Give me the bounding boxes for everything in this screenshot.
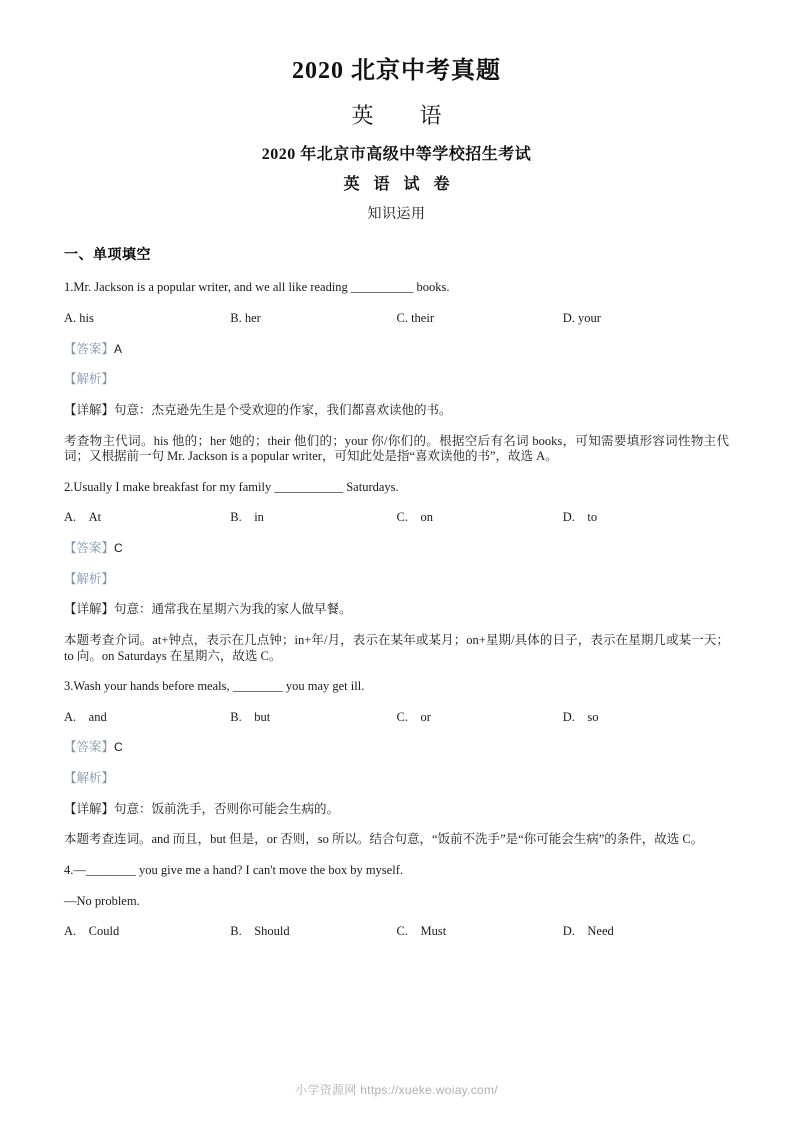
question-stem: 4.—________ you give me a hand? I can't move the box by myself.: [64, 862, 403, 877]
option-c[interactable]: C. Must: [396, 924, 447, 939]
option-d[interactable]: D. Need: [562, 924, 614, 939]
answer-tag: 【答案】: [64, 541, 115, 555]
question-block: [64, 480, 729, 664]
analysis-line: [64, 372, 729, 388]
question-stem-reply: —No problem.: [64, 893, 140, 908]
option-c[interactable]: C. or: [396, 709, 431, 724]
option-d[interactable]: D. so: [562, 709, 599, 724]
question-stem: 3.Wash your hands before meals, ________ you may get ill.: [64, 679, 365, 694]
option-b[interactable]: B. her: [230, 311, 261, 325]
option-row: [64, 510, 729, 526]
option-d[interactable]: D. to: [562, 510, 598, 525]
detail-line: 【详解】句意：杰克逊先生是个受欢迎的作家，我们都喜欢读他的书。: [64, 402, 452, 417]
document-body: [64, 244, 729, 939]
option-c[interactable]: C. on: [396, 510, 433, 525]
answer-value: C: [114, 541, 123, 555]
option-a[interactable]: A. and: [64, 709, 107, 724]
question-stem: 1.Mr. Jackson is a popular writer, and we all like reading __________ books.: [64, 280, 450, 295]
option-a[interactable]: A. At: [64, 510, 102, 525]
analysis-line: [64, 771, 729, 787]
answer-tag: 【答案】: [64, 341, 115, 356]
section-heading-1: 一、单项填空: [64, 246, 151, 263]
detail-line: 【详解】句意：通常我在星期六为我的家人做早餐。: [64, 602, 352, 617]
analysis-tag: 【解析】: [64, 771, 115, 785]
watermark-footer: 小学资源网 https://xueke.woiay.com/: [295, 1083, 498, 1097]
answer-line: [64, 342, 729, 358]
answer-value: A: [114, 341, 123, 356]
explanation-paragraph: 本题考查连词。and 而且，but 但是，or 否则，so 所以。结合句意，“饭前不洗手”是“你可能会生病”的条件，故选 C。: [64, 832, 704, 847]
option-b[interactable]: B. Should: [230, 924, 290, 939]
option-d[interactable]: D. your: [562, 311, 601, 325]
question-block: [64, 679, 729, 848]
option-row: [64, 710, 729, 726]
option-b[interactable]: B. but: [230, 709, 271, 724]
option-b[interactable]: B. in: [230, 510, 264, 525]
analysis-tag: 【解析】: [64, 372, 115, 387]
question-stem: 2.Usually I make breakfast for my family ___________ Saturdays.: [64, 479, 399, 494]
answer-line: [64, 740, 729, 756]
option-row: [64, 311, 729, 327]
question-block: [64, 863, 729, 940]
analysis-tag: 【解析】: [64, 571, 115, 586]
subject-title: 英 语: [351, 103, 454, 128]
part-title: 知识运用: [367, 207, 426, 223]
document-header: [64, 0, 729, 224]
detail-line: 【详解】句意：饭前洗手，否则你可能会生病的。: [64, 801, 340, 816]
explanation-paragraph: 考查物主代词。his 他的；her 她的；their 他们的；your 你/你们的。根据空后有名词 books，可知需要填形容词性物主代词；又根据前一句 Mr. Jackson is a popular writer，可知此处是指“喜欢读他的书”，故选 A。: [64, 433, 729, 464]
answer-value: C: [114, 740, 123, 755]
analysis-line: [64, 572, 729, 588]
page-title: 2020 北京中考真题: [292, 58, 501, 84]
question-block: [64, 280, 729, 464]
option-c[interactable]: C. their: [396, 311, 434, 325]
option-row: [64, 924, 729, 940]
option-a[interactable]: A. his: [64, 311, 94, 325]
option-a[interactable]: A. Could: [64, 924, 120, 939]
explanation-paragraph: 本题考查介词。at+钟点，表示在几点钟；in+年/月，表示在某年或某月；on+星期/具体的日子，表示在星期几或某一天；to 向。on Saturdays 在星期六，故选 C。: [64, 632, 729, 663]
answer-line: [64, 541, 729, 557]
answer-tag: 【答案】: [64, 740, 115, 755]
paper-title: 英 语 试 卷: [343, 176, 455, 194]
exam-name-title: 2020 年北京市高级中等学校招生考试: [261, 145, 532, 163]
